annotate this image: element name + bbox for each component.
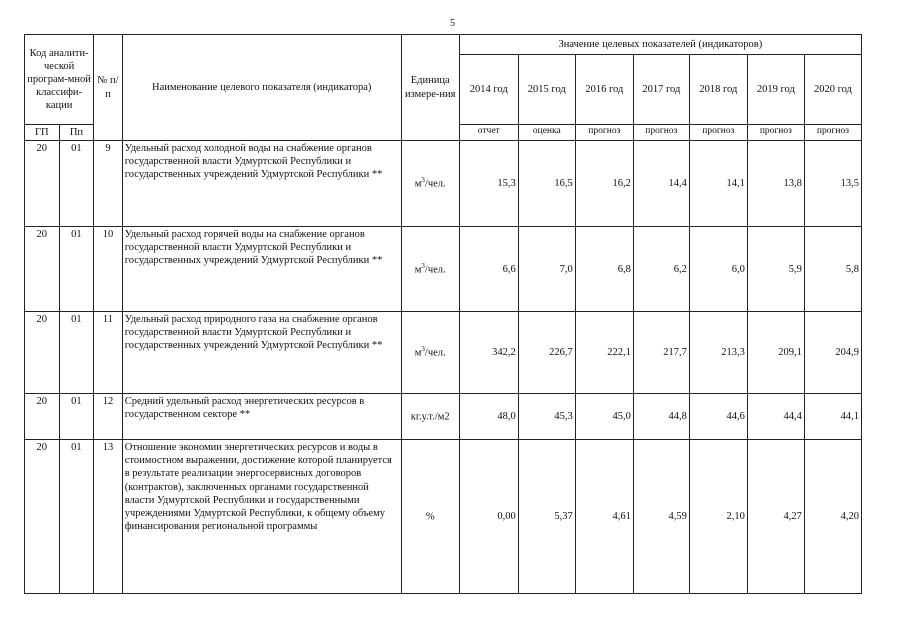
gp-cell: 20 (25, 227, 60, 312)
value-cell: 45,0 (575, 394, 633, 440)
status-header: прогноз (804, 125, 861, 141)
value-cell: 204,9 (804, 312, 861, 394)
pp-cell: 01 (59, 141, 94, 227)
unit-cell: кг.у.т./м2 (401, 394, 459, 440)
value-cell: 222,1 (575, 312, 633, 394)
value-cell: 226,7 (518, 312, 575, 394)
code-header: Код аналити-ческой програм-мной классифи-кации (25, 35, 94, 125)
value-cell: 16,2 (575, 141, 633, 227)
indicator-name-cell: Отношение экономии энергетических ресурсов и воды в стоимостном выражении, достижение которой планируется в результате реализации энергосервисных договоров (контрактов), заключенных органами государственной власти Удмуртской Республики и государственными учреждениями Удмуртской Республики, к общему объему финансирования региональной программы (122, 440, 401, 594)
value-cell: 7,0 (518, 227, 575, 312)
unit-cell: % (401, 440, 459, 594)
status-header: прогноз (689, 125, 747, 141)
value-cell: 217,7 (633, 312, 689, 394)
value-cell: 14,4 (633, 141, 689, 227)
year-header: 2018 год (689, 55, 747, 125)
year-header: 2019 год (747, 55, 804, 125)
value-cell: 5,9 (747, 227, 804, 312)
table-row (25, 394, 862, 440)
value-cell: 14,1 (689, 141, 747, 227)
value-cell: 6,2 (633, 227, 689, 312)
table-row (25, 312, 862, 394)
indicators-table (24, 34, 862, 594)
pp-cell: 01 (59, 227, 94, 312)
value-cell: 44,4 (747, 394, 804, 440)
value-cell: 209,1 (747, 312, 804, 394)
number-cell: 9 (94, 141, 123, 227)
value-cell: 4,20 (804, 440, 861, 594)
indicator-name-cell: Средний удельный расход энергетических ресурсов в государственном секторе ** (122, 394, 401, 440)
unit-cell: $м^3$/чел. (401, 312, 459, 394)
unit-cell: $м^3$/чел. (401, 141, 459, 227)
status-header: прогноз (633, 125, 689, 141)
table-row (25, 440, 862, 594)
unit-cell: $м^3$/чел. (401, 227, 459, 312)
gp-cell: 20 (25, 440, 60, 594)
value-cell: 6,6 (459, 227, 518, 312)
value-cell: 45,3 (518, 394, 575, 440)
indicator-name-header: Наименование целевого показателя (индикатора) (122, 35, 401, 141)
value-cell: 48,0 (459, 394, 518, 440)
value-cell: 0,00 (459, 440, 518, 594)
value-cell: 44,8 (633, 394, 689, 440)
indicator-name-cell: Удельный расход горячей воды на снабжение органов государственной власти Удмуртской Республики и государственных учреждений Удмуртской Республики ** (122, 227, 401, 312)
number-cell: 11 (94, 312, 123, 394)
value-cell: 6,0 (689, 227, 747, 312)
gp-cell: 20 (25, 312, 60, 394)
table-row (25, 141, 862, 227)
year-header: 2016 год (575, 55, 633, 125)
value-cell: 44,6 (689, 394, 747, 440)
status-header: прогноз (747, 125, 804, 141)
values-title-header: Значение целевых показателей (индикаторов) (459, 35, 861, 55)
unit-header: Единица измере-ния (401, 35, 459, 141)
value-cell: 2,10 (689, 440, 747, 594)
pp-header: Пп (59, 125, 94, 141)
year-header: 2020 год (804, 55, 861, 125)
indicator-name-cell: Удельный расход природного газа на снабжение органов государственной власти Удмуртской Республики и государственных учреждений Удмуртской Республики ** (122, 312, 401, 394)
value-cell: 44,1 (804, 394, 861, 440)
value-cell: 213,3 (689, 312, 747, 394)
value-cell: 4,59 (633, 440, 689, 594)
status-header: оценка (518, 125, 575, 141)
pp-cell: 01 (59, 394, 94, 440)
status-header: прогноз (575, 125, 633, 141)
number-cell: 13 (94, 440, 123, 594)
value-cell: 13,8 (747, 141, 804, 227)
gp-cell: 20 (25, 394, 60, 440)
value-cell: 4,27 (747, 440, 804, 594)
pp-cell: 01 (59, 312, 94, 394)
value-cell: 342,2 (459, 312, 518, 394)
pp-cell: 01 (59, 440, 94, 594)
value-cell: 5,37 (518, 440, 575, 594)
value-cell: 6,8 (575, 227, 633, 312)
number-header: № п/п (94, 35, 123, 141)
value-cell: 15,3 (459, 141, 518, 227)
value-cell: 5,8 (804, 227, 861, 312)
indicator-name-cell: Удельный расход холодной воды на снабжение органов государственной власти Удмуртской Республики и государственных учреждений Удмуртской Республики ** (122, 141, 401, 227)
year-header: 2015 год (518, 55, 575, 125)
number-cell: 12 (94, 394, 123, 440)
status-header: отчет (459, 125, 518, 141)
gp-cell: 20 (25, 141, 60, 227)
value-cell: 16,5 (518, 141, 575, 227)
value-cell: 4,61 (575, 440, 633, 594)
page-number: 5 (450, 18, 455, 29)
gp-header: ГП (25, 125, 60, 141)
table-row (25, 227, 862, 312)
year-header: 2014 год (459, 55, 518, 125)
year-header: 2017 год (633, 55, 689, 125)
value-cell: 13,5 (804, 141, 861, 227)
number-cell: 10 (94, 227, 123, 312)
